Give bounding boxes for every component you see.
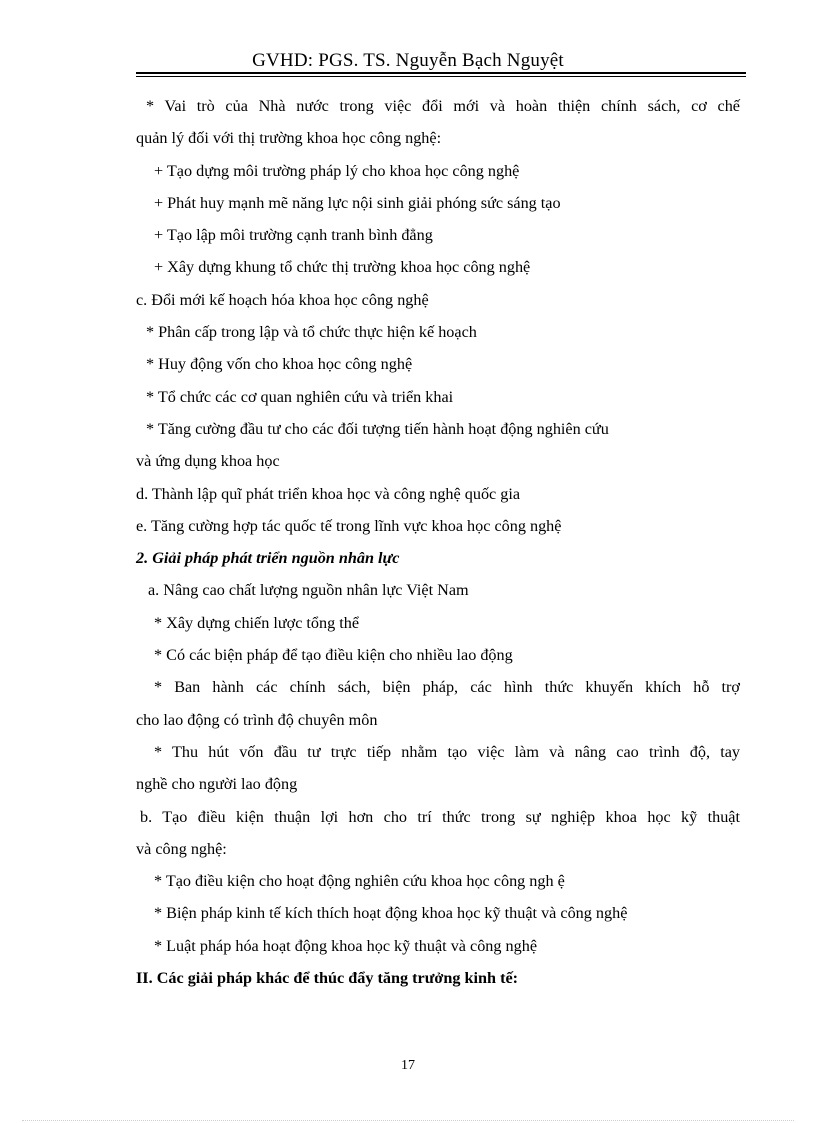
text-line: * Tăng cường đầu tư cho các đối tượng tiến hành hoạt động nghiên cứu [146, 419, 609, 438]
text-line: + Phát huy mạnh mẽ năng lực nội sinh giải phóng sức sáng tạo [154, 193, 561, 212]
text-line: * Tạo điều kiện cho hoạt động nghiên cứu khoa học công ngh ệ [154, 872, 565, 891]
text-line: và ứng dụng khoa học [136, 452, 280, 471]
text-line: * Tổ chức các cơ quan nghiên cứu và triển khai [146, 387, 454, 406]
header-rule-thin [136, 76, 746, 77]
section-heading: d. Thành lập quĩ phát triển khoa học và công nghệ quốc gia [136, 484, 521, 503]
page-bottom-divider [22, 1120, 794, 1121]
text-line: nghề cho người lao động [136, 775, 298, 794]
page-header-title: GVHD: PGS. TS. Nguyễn Bạch Nguyệt [252, 50, 564, 71]
page-number: 17 [401, 1058, 415, 1073]
text-line: * Xây dựng chiến lược tổng thể [154, 613, 360, 632]
text-line: * Có các biện pháp để tạo điều kiện cho nhiều lao động [154, 646, 513, 665]
text-line: * Luật pháp hóa hoạt động khoa học kỹ thuật và công nghệ [154, 936, 538, 955]
text-line: * Phân cấp trong lập và tổ chức thực hiện kế hoạch [146, 323, 477, 342]
section-heading: c. Đổi mới kế hoạch hóa khoa học công nghệ [136, 290, 429, 309]
text-line: và công nghệ: [136, 839, 227, 858]
text-line: * Huy động vốn cho khoa học công nghệ [146, 355, 413, 374]
text-line: * Thu hút vốn đầu tư trực tiếp nhằm tạo việc làm và nâng cao trình độ, tay [154, 742, 740, 761]
text-line: quản lý đối với thị trường khoa học công nghệ: [136, 129, 442, 148]
text-line: + Tạo lập môi trường cạnh tranh bình đẳng [154, 226, 433, 245]
text-line: + Tạo dựng môi trường pháp lý cho khoa học công nghệ [154, 161, 520, 180]
subsection-heading: a. Nâng cao chất lượng nguồn nhân lực Việt Nam [148, 581, 469, 600]
section-heading: e. Tăng cường hợp tác quốc tế trong lĩnh vực khoa học công nghệ [136, 516, 562, 535]
text-line: + Xây dựng khung tổ chức thị trường khoa học công nghệ [154, 258, 531, 277]
header-rule-thick [136, 72, 746, 74]
section-heading-bold-italic: 2. Giải pháp phát triển nguồn nhân lực [136, 549, 400, 568]
subsection-heading: b. Tạo điều kiện thuận lợi hơn cho trí thức trong sự nghiệp khoa học kỹ thuật [140, 807, 740, 826]
text-line: * Vai trò của Nhà nước trong việc đổi mới và hoàn thiện chính sách, cơ chế [146, 97, 740, 115]
text-line: cho lao động có trình độ chuyên môn [136, 710, 378, 729]
text-line: * Ban hành các chính sách, biện pháp, các hình thức khuyến khích hỗ trợ [154, 678, 740, 697]
text-line: * Biện pháp kinh tế kích thích hoạt động khoa học kỹ thuật và công nghệ [154, 904, 628, 923]
document-body [136, 90, 740, 994]
section-heading-bold: II. Các giải pháp khác để thúc đẩy tăng trưởng kinh tế: [136, 969, 519, 988]
